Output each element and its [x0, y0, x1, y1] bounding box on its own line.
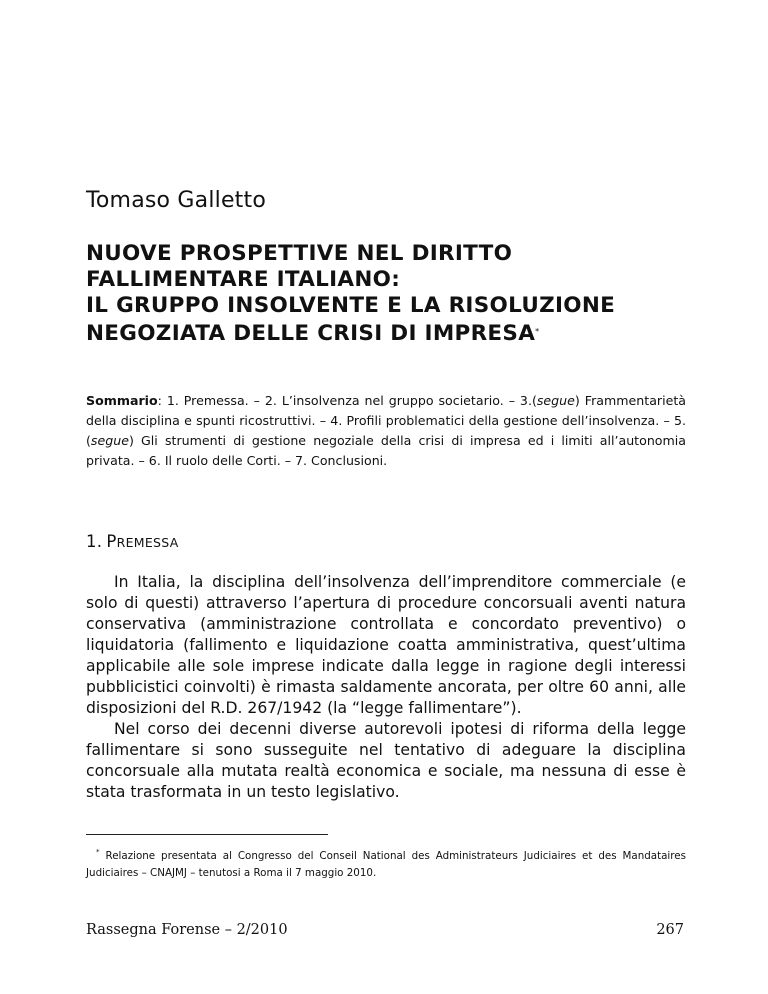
section-number: 1.	[86, 532, 103, 551]
body-paragraph: Nel corso dei decenni diverse autorevoli ipotesi di riforma della legge fallimentare si sono susseguite nel tentativo di adeguare la disciplina concorsuale alla mutata realtà economica e sociale, ma nessuna di esse è stata trasformata in un testo legislativo.	[86, 720, 686, 801]
body-text	[86, 572, 686, 803]
summary-text: : 1. Premessa. – 2. L’insolvenza nel gruppo societario. – 3.(	[157, 393, 537, 408]
footnote-text: Relazione presentata al Congresso del Conseil National des Administrateurs Judiciaires et des Mandataires Judiciaires – CNAJMJ – tenutosi a Roma il 7 maggio 2010.	[86, 850, 686, 879]
section-heading	[86, 532, 179, 551]
summary-text: ) Gli strumenti di gestione negoziale della crisi di impresa ed i limiti all’autonomia privata. – 6. Il ruolo delle Corti. – 7. Conclusioni.	[86, 433, 686, 468]
summary-segue: segue	[536, 393, 575, 408]
section-title-rest: REMESSA	[116, 535, 179, 550]
article-title	[86, 241, 706, 347]
title-line-text: NEGOZIATA DELLE CRISI DI IMPRESA	[86, 321, 536, 346]
summary-text: ) Frammentarietà della disciplina e spunti ricostruttivi. – 4. Profili problematici della gestione dell’insolvenza. – 5.(	[86, 393, 687, 448]
footnote-divider	[86, 834, 328, 835]
title-line	[86, 319, 706, 347]
summary-segue: segue	[90, 433, 129, 448]
journal-footer: Rassegna Forense – 2/2010	[86, 922, 288, 938]
title-line: NUOVE PROSPETTIVE NEL DIRITTO	[86, 241, 513, 266]
section-initial: P	[106, 532, 117, 551]
title-footnote-marker[interactable]: *	[535, 327, 540, 336]
footnote-marker: *	[96, 848, 100, 856]
summary-label: Sommario	[86, 393, 158, 408]
body-paragraph: In Italia, la disciplina dell’insolvenza dell’imprenditore commerciale (e solo di questi) attraverso l’apertura di procedure concorsuali aventi natura conservativa (amministrazione controllata e concordato preventivo) o liquidatoria (fallimento e liquidazione coatta amministrativa, quest’ultima applicabile alle sole imprese indicate dalla legge in ragione degli interessi pubblicistici coinvolti) è rimasta saldamente ancorata, per oltre 60 anni, alle disposizioni del R.D. 267/1942 (la “legge fallimentare”).	[86, 573, 686, 717]
author-name: Tomaso Galletto	[86, 188, 266, 213]
title-line: FALLIMENTARE ITALIANO:	[86, 267, 401, 292]
page-number: 267	[656, 922, 684, 938]
title-line: IL GRUPPO INSOLVENTE E LA RISOLUZIONE	[86, 293, 616, 318]
footnote	[86, 844, 686, 882]
summary	[86, 391, 686, 471]
